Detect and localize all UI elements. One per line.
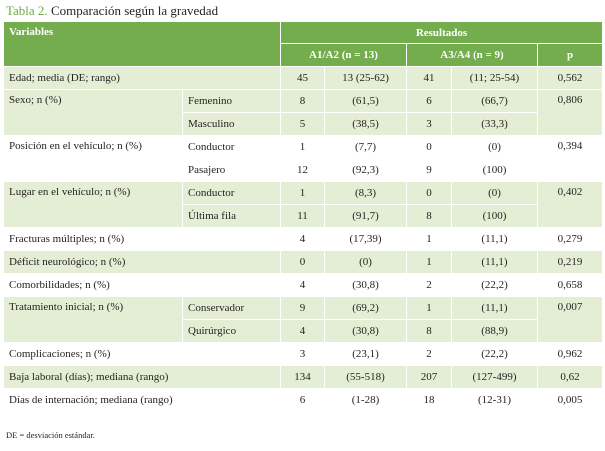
table-row — [4, 343, 603, 366]
row-variable: Comorbilidades; n (%) — [4, 274, 281, 297]
row-subcategory: Pasajero — [183, 159, 281, 182]
cell-n1: 12 — [281, 159, 325, 182]
cell-v1: (0) — [325, 251, 407, 274]
row-subcategory: Conductor — [183, 136, 281, 159]
cell-v2: (127-499) — [452, 366, 538, 389]
cell-p: 0,562 — [538, 67, 603, 90]
cell-v1: (91,7) — [325, 205, 407, 228]
row-subcategory: Última fila — [183, 205, 281, 228]
table-row — [4, 251, 603, 274]
row-variable: Días de internación; mediana (rango) — [4, 389, 281, 412]
row-variable: Déficit neurológico; n (%) — [4, 251, 281, 274]
row-variable: Complicaciones; n (%) — [4, 343, 281, 366]
cell-p: 0,962 — [538, 343, 603, 366]
row-variable: Edad; media (DE; rango) — [4, 67, 281, 90]
cell-v1: (55-518) — [325, 366, 407, 389]
cell-n2: 207 — [407, 366, 452, 389]
cell-n2: 2 — [407, 343, 452, 366]
cell-n2: 9 — [407, 159, 452, 182]
cell-v1: (1-28) — [325, 389, 407, 412]
row-variable: Tratamiento inicial; n (%) — [4, 297, 183, 343]
cell-v2: (100) — [452, 205, 538, 228]
table-caption — [6, 3, 218, 19]
cell-n1: 4 — [281, 320, 325, 343]
cell-v2: (0) — [452, 136, 538, 159]
cell-n1: 8 — [281, 90, 325, 113]
cell-n2: 6 — [407, 90, 452, 113]
header-p: p — [538, 44, 603, 67]
header-resultados: Resultados — [281, 22, 603, 44]
cell-v2: (11,1) — [452, 251, 538, 274]
cell-n1: 11 — [281, 205, 325, 228]
cell-v1: 13 (25-62) — [325, 67, 407, 90]
cell-p: 0,219 — [538, 251, 603, 274]
table-row — [4, 90, 603, 113]
cell-v2: (100) — [452, 159, 538, 182]
table-row — [4, 366, 603, 389]
row-variable: Lugar en el vehículo; n (%) — [4, 182, 183, 228]
table-row — [4, 182, 603, 205]
table-label: Tabla 2. — [6, 3, 48, 18]
table-row — [4, 389, 603, 412]
cell-v2: (33,3) — [452, 113, 538, 136]
cell-p: 0,62 — [538, 366, 603, 389]
cell-p: 0,806 — [538, 90, 603, 136]
footnote: DE = desviación estándar. — [6, 430, 95, 440]
header-group-a3a4: A3/A4 (n = 9) — [407, 44, 538, 67]
cell-n1: 4 — [281, 274, 325, 297]
cell-n2: 8 — [407, 205, 452, 228]
table-row — [4, 67, 603, 90]
cell-v1: (23,1) — [325, 343, 407, 366]
cell-v2: (66,7) — [452, 90, 538, 113]
cell-v1: (7,7) — [325, 136, 407, 159]
row-variable: Baja laboral (días); mediana (rango) — [4, 366, 281, 389]
cell-n2: 1 — [407, 228, 452, 251]
row-subcategory: Masculino — [183, 113, 281, 136]
cell-n2: 1 — [407, 297, 452, 320]
cell-v2: (22,2) — [452, 343, 538, 366]
cell-v2: (12-31) — [452, 389, 538, 412]
cell-v1: (69,2) — [325, 297, 407, 320]
cell-n2: 8 — [407, 320, 452, 343]
header-variables: Variables — [4, 22, 281, 67]
cell-p: 0,658 — [538, 274, 603, 297]
cell-p: 0,279 — [538, 228, 603, 251]
cell-n1: 4 — [281, 228, 325, 251]
table-row — [4, 136, 603, 159]
cell-v2: (0) — [452, 182, 538, 205]
cell-v1: (17,39) — [325, 228, 407, 251]
cell-v2: (11,1) — [452, 228, 538, 251]
row-variable: Sexo; n (%) — [4, 90, 183, 136]
row-subcategory: Conductor — [183, 182, 281, 205]
cell-n2: 1 — [407, 251, 452, 274]
cell-v1: (8,3) — [325, 182, 407, 205]
cell-n2: 2 — [407, 274, 452, 297]
table-row — [4, 297, 603, 320]
table-row — [4, 228, 603, 251]
cell-v1: (61,5) — [325, 90, 407, 113]
cell-n1: 45 — [281, 67, 325, 90]
row-subcategory: Quirúrgico — [183, 320, 281, 343]
cell-v2: (11; 25-54) — [452, 67, 538, 90]
cell-v1: (92,3) — [325, 159, 407, 182]
cell-n2: 0 — [407, 136, 452, 159]
cell-v2: (22,2) — [452, 274, 538, 297]
cell-n2: 3 — [407, 113, 452, 136]
cell-p: 0,402 — [538, 182, 603, 228]
cell-n1: 0 — [281, 251, 325, 274]
results-table — [3, 21, 603, 412]
cell-n1: 9 — [281, 297, 325, 320]
cell-n1: 1 — [281, 136, 325, 159]
cell-n1: 134 — [281, 366, 325, 389]
cell-v1: (38,5) — [325, 113, 407, 136]
cell-v1: (30,8) — [325, 320, 407, 343]
table-row — [4, 274, 603, 297]
row-variable: Fracturas múltiples; n (%) — [4, 228, 281, 251]
cell-n2: 18 — [407, 389, 452, 412]
row-subcategory: Conservador — [183, 297, 281, 320]
cell-n1: 6 — [281, 389, 325, 412]
cell-v2: (88,9) — [452, 320, 538, 343]
cell-p: 0,394 — [538, 136, 603, 182]
cell-p: 0,005 — [538, 389, 603, 412]
cell-n2: 41 — [407, 67, 452, 90]
cell-n1: 3 — [281, 343, 325, 366]
header-group-a1a2: A1/A2 (n = 13) — [281, 44, 407, 67]
cell-n1: 1 — [281, 182, 325, 205]
cell-p: 0,007 — [538, 297, 603, 343]
cell-v2: (11,1) — [452, 297, 538, 320]
table-title: Comparación según la gravedad — [50, 3, 219, 18]
row-variable: Posición en el vehículo; n (%) — [4, 136, 183, 182]
cell-n1: 5 — [281, 113, 325, 136]
cell-n2: 0 — [407, 182, 452, 205]
cell-v1: (30,8) — [325, 274, 407, 297]
row-subcategory: Femenino — [183, 90, 281, 113]
